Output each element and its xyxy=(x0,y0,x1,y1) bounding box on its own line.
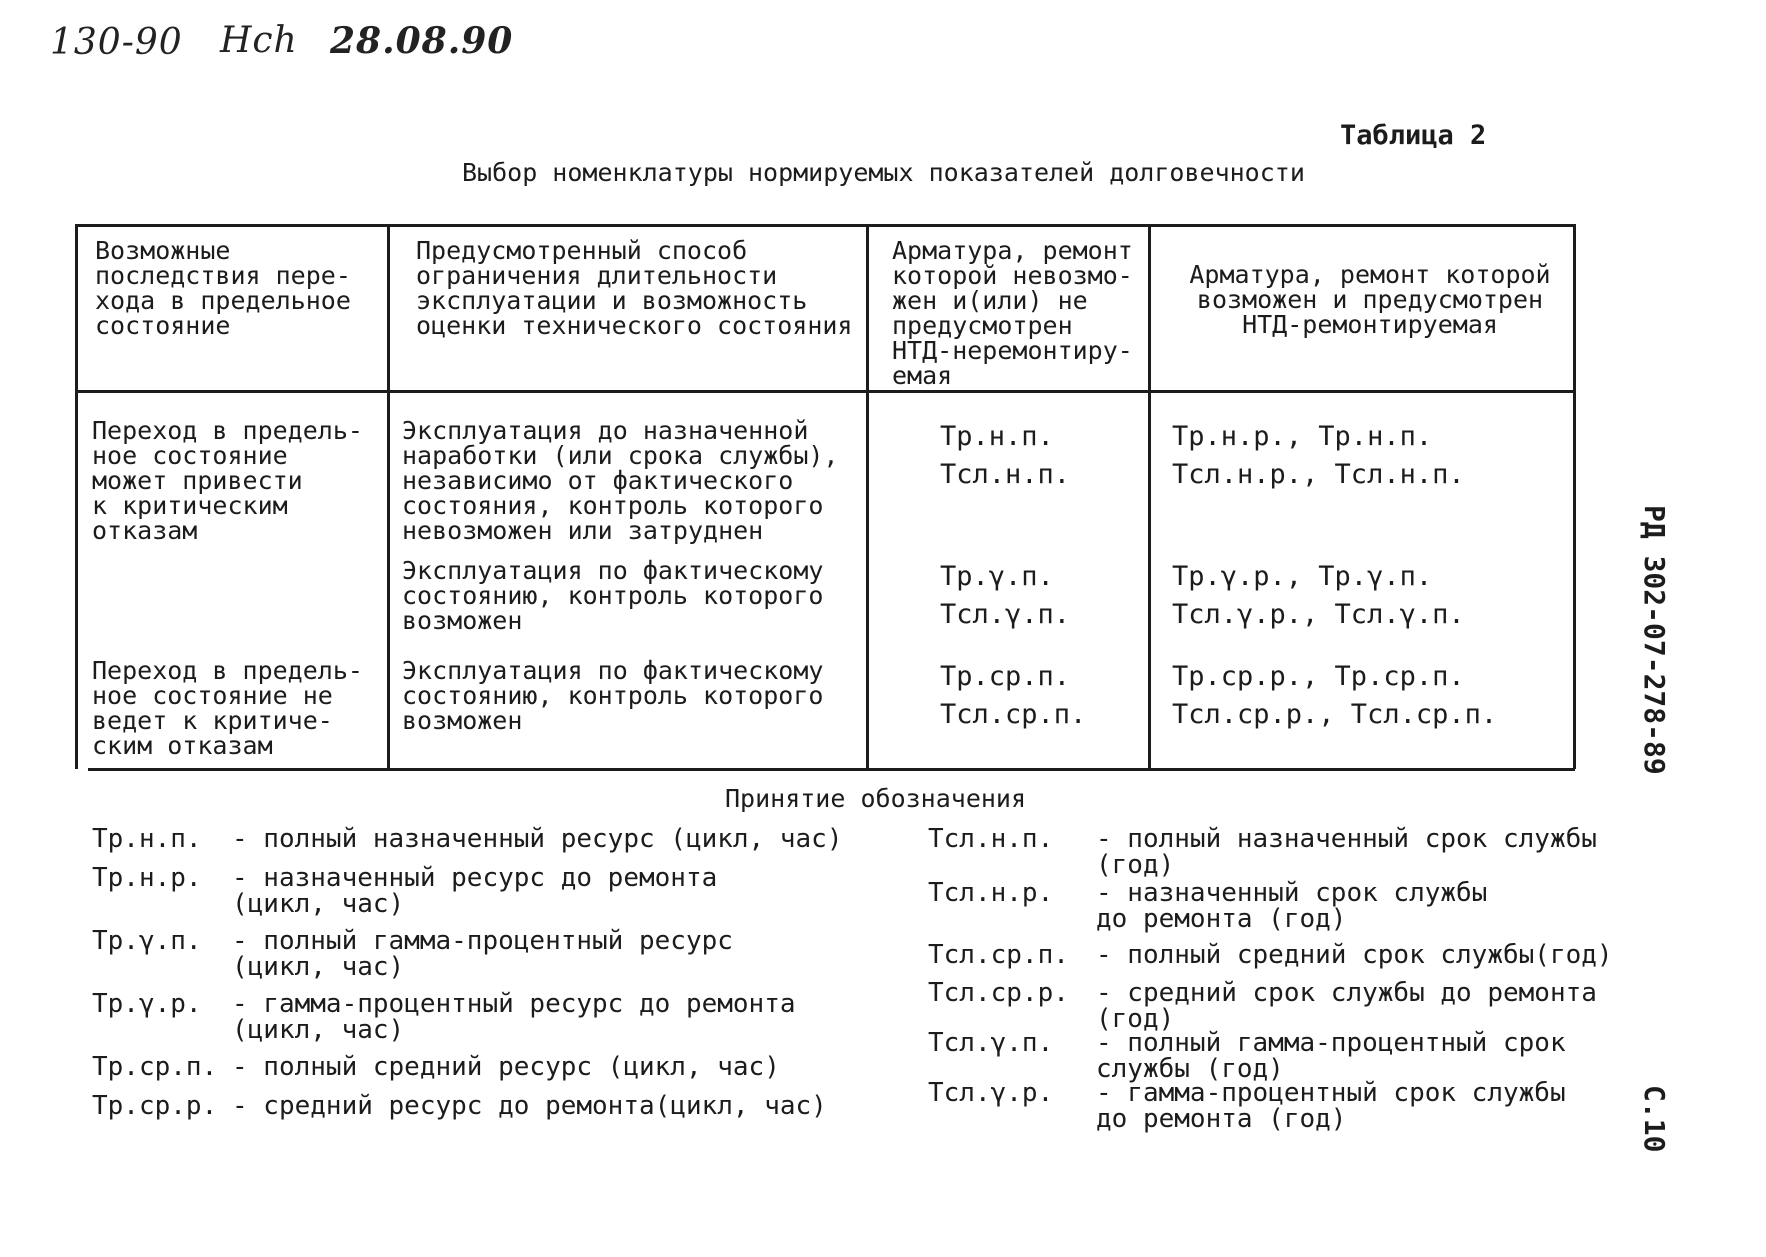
column-divider-2 xyxy=(866,224,869,769)
column-divider-1 xyxy=(387,224,390,769)
legend-desc: - полный назначенный ресурс (цикл, час) xyxy=(232,824,843,854)
legend-code: Тсл.ср.р. xyxy=(928,978,1069,1008)
table-right-border xyxy=(1573,224,1576,769)
legend-item xyxy=(92,928,733,980)
legend-desc: - гамма-процентный срок службы до ремонта (год) xyxy=(1096,1078,1566,1134)
legend-code: Тр.н.п. xyxy=(92,824,202,854)
legend-desc: - полный средний ресурс (цикл, час) xyxy=(232,1052,780,1082)
legend-title: Принятие обозначения xyxy=(725,784,1027,813)
table-label: Таблица 2 xyxy=(1340,120,1487,151)
legend-code: Тсл.н.р. xyxy=(928,878,1054,908)
row1-method2-repair: Тр.γ.р., Тр.γ.п. Тсл.γ.р., Тсл.γ.п. xyxy=(1172,561,1465,630)
legend-desc: - полный гамма-процентный ресурс (цикл, час) xyxy=(232,926,733,982)
document-code: РД 302-07-278-89 xyxy=(1638,505,1671,775)
column-divider-3 xyxy=(1148,224,1151,769)
legend-code: Тсл.γ.р. xyxy=(928,1078,1054,1108)
legend-desc: - полный гамма-процентный срок службы (год) xyxy=(1096,1028,1566,1084)
legend-code: Тсл.н.п. xyxy=(928,824,1054,854)
row1-method1-repair: Тр.н.р., Тр.н.п. Тсл.н.р., Тсл.н.п. xyxy=(1172,421,1465,490)
legend-desc: - полный средний срок службы(год) xyxy=(1096,940,1613,970)
legend-item xyxy=(92,865,717,917)
legend-code: Тсл.γ.п. xyxy=(928,1028,1054,1058)
legend-code: Тр.γ.р. xyxy=(92,989,202,1019)
legend-item xyxy=(928,1080,1566,1132)
legend-item xyxy=(928,942,1613,968)
page-number: С.10 xyxy=(1638,1085,1671,1153)
legend-item xyxy=(92,1054,780,1080)
legend-desc: - средний срок службы до ремонта (год) xyxy=(1096,978,1597,1034)
legend-desc: - назначенный срок службы до ремонта (год) xyxy=(1096,878,1488,934)
legend-code: Тсл.ср.п. xyxy=(928,940,1069,970)
handwritten-date: 28.08.90 xyxy=(330,20,514,62)
row2-consequence: Переход в предель- ное состояние не ведет к критиче- ским отказам xyxy=(92,656,363,760)
legend-desc: - средний ресурс до ремонта(цикл, час) xyxy=(232,1091,827,1121)
header-consequences: Возможные последствия пере- хода в предельное состояние xyxy=(95,236,351,340)
row1-method2: Эксплуатация по фактическому состоянию, контроль которого возможен xyxy=(402,556,824,635)
legend-code: Тр.н.р. xyxy=(92,863,202,893)
legend-code: Тр.ср.п. xyxy=(92,1052,218,1082)
row2-method1-repair: Тр.ср.р., Тр.ср.п. Тсл.ср.р., Тсл.ср.п. xyxy=(1172,661,1498,730)
handwritten-signature: Нсh xyxy=(220,20,298,61)
legend-item xyxy=(92,826,842,852)
row2-method1-nonrepair: Тр.ср.п. Тсл.ср.п. xyxy=(940,661,1087,730)
legend-item xyxy=(928,826,1597,878)
header-nonrepairable: Арматура, ремонт которой невозмо- жен и(или) не предусмотрен НТД-неремонтиру- емая xyxy=(892,236,1133,390)
table-bottom-border xyxy=(88,768,1575,771)
page-title: Выбор номенклатуры нормируемых показателей долговечности xyxy=(462,158,1305,187)
row1-consequence: Переход в предель- ное состояние может привести к критическим отказам xyxy=(92,416,363,545)
legend-desc: - назначенный ресурс до ремонта (цикл, час) xyxy=(232,863,718,919)
handwritten-number: 130-90 xyxy=(50,22,183,63)
legend-desc: - гамма-процентный ресурс до ремонта (цикл, час) xyxy=(232,989,796,1045)
legend-item xyxy=(92,1093,827,1119)
row2-method1: Эксплуатация по фактическому состоянию, контроль которого возможен xyxy=(402,656,824,735)
legend-item xyxy=(928,1030,1566,1082)
row1-method2-nonrepair: Тр.γ.п. Тсл.γ.п. xyxy=(940,561,1071,630)
table-left-border xyxy=(75,224,78,769)
legend-code: Тр.γ.п. xyxy=(92,926,202,956)
table-top-border xyxy=(75,224,1575,227)
row1-method1: Эксплуатация до назначенной наработки (или срока службы), независимо от фактического состояния, контроль которого невозможен или затруднен xyxy=(402,416,839,545)
legend-code: Тр.ср.р. xyxy=(92,1091,218,1121)
legend-item xyxy=(92,991,796,1043)
legend-desc: - полный назначенный срок службы (год) xyxy=(1096,824,1597,880)
header-divider xyxy=(75,390,1575,393)
legend-item xyxy=(928,980,1597,1032)
header-repairable: Арматура, ремонт которой возможен и предусмотрен НТД-ремонтируемая xyxy=(1189,260,1551,339)
row1-method1-nonrepair: Тр.н.п. Тсл.н.п. xyxy=(940,421,1071,490)
legend-item xyxy=(928,880,1487,932)
header-method: Предусмотренный способ ограничения длительности эксплуатации и возможность оценки технического состояния xyxy=(416,236,853,340)
